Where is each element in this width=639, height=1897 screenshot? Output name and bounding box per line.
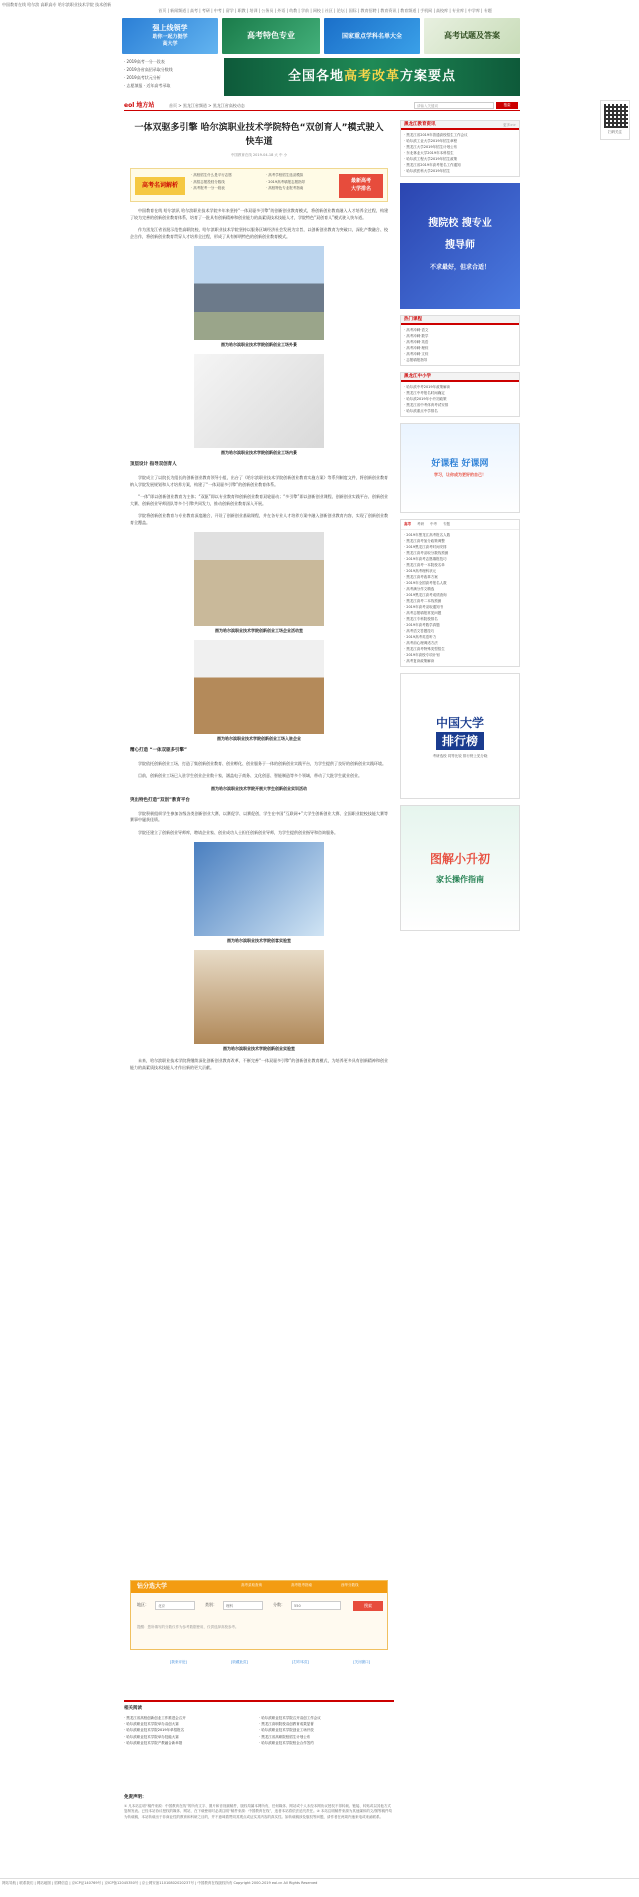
tab-news-item[interactable]: · 2019年高考志愿填报技巧 bbox=[404, 557, 447, 562]
news-more-link[interactable]: 更多>> bbox=[503, 123, 516, 127]
tab-news-item[interactable]: · 2019高考英语听力 bbox=[404, 635, 437, 640]
photo-innovation-lab bbox=[194, 950, 324, 1044]
banner-study-line2: 助你一起力挺学 bbox=[152, 33, 188, 40]
school-finder-tag[interactable]: 高考录取查询 bbox=[241, 1583, 262, 1587]
qr-code-icon bbox=[604, 104, 628, 128]
course-item[interactable]: · 高考冲刺·理综 bbox=[404, 346, 429, 350]
favorite-link[interactable]: [收藏此页] bbox=[231, 1660, 248, 1664]
qr-caption: 扫码关注 bbox=[608, 130, 622, 134]
promo-item[interactable]: · 2019高考填报志愿指导 bbox=[266, 179, 306, 184]
search-input[interactable]: 请输入关键词 bbox=[414, 102, 494, 109]
promo-item[interactable]: · 高校特色专业报考指南 bbox=[266, 185, 304, 190]
banner-key-discipline-label: 国家重点学科名单大全 bbox=[341, 32, 402, 40]
photo-caption: 图为哈尔滨职业技术学院创新创业工场企业活动室 bbox=[215, 628, 303, 633]
k12-header bbox=[401, 373, 519, 382]
news-box bbox=[400, 120, 520, 177]
promo-ranking-button[interactable] bbox=[339, 174, 383, 198]
ad-xiaoshengchu-title: 图解小升初 bbox=[429, 852, 490, 867]
related-item[interactable]: · 黑龙江省高职院校招生计划公布 bbox=[259, 1734, 311, 1739]
banner-study-line3: 高大学 bbox=[162, 41, 178, 48]
related-item[interactable]: · 哈尔滨职业技术学院召开双创工作会议 bbox=[259, 1715, 321, 1720]
tab-news-item[interactable]: · 黑龙江高考改革方案 bbox=[404, 575, 438, 580]
tab-kaoyan[interactable]: 考研 bbox=[417, 522, 424, 526]
hot-courses-list bbox=[401, 325, 519, 365]
banner-exam-answers[interactable] bbox=[424, 18, 520, 54]
reform-banner-pre: 全国各地 bbox=[287, 69, 344, 85]
type-select[interactable]: 理科 bbox=[223, 1601, 263, 1610]
breadcrumb[interactable]: 首页 > 黑龙江省频道 > 黑龙江省高校动态 bbox=[169, 103, 245, 108]
school-finder-tag[interactable]: 西华分数线 bbox=[341, 1583, 359, 1587]
ad-university-ranking[interactable] bbox=[400, 673, 520, 799]
article-paragraph: “一体”即以创新创业教育为主体；“双驱”即以专业教育和创新创业教育双轮驱动；“多引擎”即以创新创业课程、创新创业实践平台、创新创业大赛、创新创业导师团队等多个引擎共同发力，推动创新创业教育深入开展。 bbox=[130, 494, 388, 506]
article-title: 一体双驱多引擎 哈尔滨职业技术学院特色“双创育人”模式驶入快车道 bbox=[134, 123, 384, 147]
photo-caption: 图为哈尔滨职业技术学院开展大学生创新创业实训活动 bbox=[211, 785, 307, 791]
school-finder-note: 提醒：您所填写的分数仅作为参考数据使用，仅供选择高校参考。 bbox=[137, 1625, 239, 1629]
school-finder bbox=[130, 1580, 388, 1650]
type-label: 类别： bbox=[205, 1602, 217, 1607]
k12-title: 黑龙江中小学 bbox=[404, 374, 431, 379]
tab-news-item[interactable]: · 高考语文答题技巧 bbox=[404, 629, 435, 634]
section-heading: 顶层设计 指导双创育人 bbox=[130, 462, 177, 468]
related-reading bbox=[124, 1700, 394, 1746]
tab-news-item[interactable]: · 2019黑龙江高考成绩查询 bbox=[404, 593, 447, 598]
ad-good-course-sub: 学习，让你成为更好的自己！ bbox=[434, 471, 486, 477]
photo-maker-lab bbox=[194, 842, 324, 936]
tab-news-item[interactable]: · 黑龙江高考二本线预测 bbox=[404, 599, 442, 604]
related-list bbox=[124, 1716, 394, 1746]
area-label: 地区： bbox=[137, 1602, 149, 1607]
course-item[interactable]: · 高考冲刺·数学 bbox=[404, 334, 429, 338]
photo-workshop-interior bbox=[194, 354, 324, 448]
related-item[interactable]: · 哈尔滨职业技术学院创业工场开放 bbox=[259, 1728, 314, 1733]
score-label: 分数： bbox=[273, 1602, 285, 1607]
photo-caption: 图为哈尔滨职业技术学院创新创业工场内景 bbox=[221, 450, 297, 456]
tab-news-item[interactable]: · 2019年高考数学真题 bbox=[404, 623, 440, 628]
k12-item[interactable]: · 黑龙江省中考体育考试安排 bbox=[404, 403, 449, 407]
k12-item[interactable]: · 哈尔滨重点中学排名 bbox=[404, 409, 438, 413]
school-finder-search-button[interactable]: 搜索 bbox=[353, 1601, 383, 1611]
side-links bbox=[124, 58, 220, 98]
disclaimer-text: ① 凡本站注明“稿件来源：中国教育在线”的所有文字、图片和音视频稿件，版权均属本网所有，任何媒体、网站或个人未经本网协议授权不得转载、链接、转贴或以其他方式复制发表。已经本站协议授权的媒体、网站，在下载使用时必须注明“稿件来源：中国教育在线”，违者本站将依法追究责任。② 本站注明稿件来源为其他媒体的文/图等稿件均为转载稿，本站转载出于非商业性的教育和科研之目的，并不意味着赞同其观点或证实其内容的真实性。如转载稿涉及版权等问题，请作者在两周内速来电或来函联系。 bbox=[124, 1803, 393, 1819]
side-link[interactable]: · 志愿填报 · 近年高考录取 bbox=[124, 83, 171, 88]
related-item[interactable]: · 哈尔滨职业技术学院2019年单招报名 bbox=[124, 1728, 185, 1733]
news-box-header bbox=[401, 121, 519, 130]
side-link[interactable]: · 2019高考一分一段表 bbox=[124, 59, 165, 64]
tab-news-item[interactable]: · 高考前心理调适方法 bbox=[404, 641, 438, 646]
related-item[interactable]: · 黑龙江省高校创新创业工作推进会召开 bbox=[124, 1715, 186, 1720]
news-list bbox=[401, 130, 519, 176]
banner-study[interactable] bbox=[122, 18, 218, 54]
ad-xiaoshengchu[interactable] bbox=[400, 805, 520, 931]
ad-ranking-line1: 中国大学 bbox=[435, 715, 484, 730]
course-item[interactable]: · 高考冲刺·英语 bbox=[404, 340, 429, 344]
ad-xiaoshengchu-sub: 家长操作指南 bbox=[436, 875, 484, 885]
school-finder-title: 钻分选大学 bbox=[131, 1581, 387, 1593]
news-box-title: 黑龙江教育资讯 bbox=[404, 122, 436, 127]
section-heading: 精心打造 “一体双驱多引擎” bbox=[130, 748, 187, 753]
tab-news-item[interactable]: · 高考复读政策解读 bbox=[404, 659, 435, 664]
tab-news-item[interactable]: · 2019年高考录取通知书 bbox=[404, 605, 444, 610]
reform-banner-highlight: 高考改革 bbox=[343, 69, 400, 85]
photo-workshop-exterior bbox=[194, 246, 324, 340]
school-finder-form bbox=[137, 1601, 383, 1611]
promo-item[interactable]: · 高考报考一分一段表 bbox=[191, 185, 225, 190]
section-heading: 突出特色打造“双创”教育平台 bbox=[130, 797, 190, 803]
k12-item[interactable]: · 黑龙江中考报名时间确定 bbox=[404, 391, 445, 395]
ad-school-search-line3: 不求最好，但求合适！ bbox=[429, 264, 490, 271]
article-meta: 中国教育在线 2019-04-18 大 中 小 bbox=[230, 153, 288, 157]
article-paragraph: 学院依托创新创业工场，打造了集创新创业教育、创业孵化、创业服务于一体的创新创业实践平台，为学生提供了良好的创新创业实践环境。 bbox=[138, 760, 386, 766]
area-select[interactable]: 北京 bbox=[155, 1601, 195, 1610]
reform-banner-post: 方案要点 bbox=[400, 69, 457, 85]
tab-news-item[interactable]: · 2019黑龙江高考时间安排 bbox=[404, 545, 447, 550]
tab-news-item[interactable]: · 黑龙江高考特殊类型招生 bbox=[404, 647, 445, 652]
news-item[interactable]: · 黑龙江大学2019年招生计划公布 bbox=[404, 145, 458, 149]
ad-good-course-title: 好课程 好课网 bbox=[431, 459, 489, 470]
hot-courses-title: 热门课程 bbox=[404, 317, 422, 322]
article-actions bbox=[170, 1660, 370, 1672]
close-link[interactable]: [关闭窗口] bbox=[353, 1660, 370, 1664]
photo-caption: 图为哈尔滨职业技术学院创新创业实验室 bbox=[223, 1046, 295, 1051]
reform-banner[interactable] bbox=[224, 58, 520, 96]
promo-box bbox=[130, 168, 388, 202]
banner-exam-answers-label: 高考试题及答案 bbox=[444, 31, 500, 40]
tabbed-news-list bbox=[401, 530, 519, 666]
tab-news-item[interactable]: · 黑龙江专科院校排名 bbox=[404, 617, 438, 622]
school-finder-tag[interactable]: 高考报考指南 bbox=[291, 1583, 312, 1587]
tab-news-item[interactable]: · 黑龙江高考一本院校名单 bbox=[404, 563, 445, 568]
ad-ranking-sub: 考研选校 同等比较 排行榜上见分晓 bbox=[432, 753, 488, 758]
tab-news-item[interactable]: · 2019年全国高考报名人数 bbox=[404, 581, 447, 586]
news-item[interactable]: · 哈尔滨工业大学2019年招生章程 bbox=[404, 139, 458, 143]
course-item[interactable]: · 志愿填报指导 bbox=[404, 358, 428, 362]
tab-news-item[interactable]: · 黑龙江高考录取分数线预测 bbox=[404, 551, 449, 556]
news-item[interactable]: · 东北林业大学2019年本科招生 bbox=[404, 151, 454, 155]
photo-caption: 图为哈尔滨职业技术学院创客实验室 bbox=[227, 938, 291, 943]
site-logo[interactable]: eol 地方站 bbox=[124, 102, 155, 109]
tab-news-item[interactable]: · 2019年黑龙江高考报名人数 bbox=[404, 533, 451, 538]
tab-news-item[interactable]: · 高考志愿填报常见问题 bbox=[404, 611, 442, 616]
article-paragraph: 学院还建立了创新创业导师库，聘请企业家、创业成功人士担任创新创业导师，为学生提供创业指导和咨询服务。 bbox=[138, 829, 338, 835]
banner-special-major[interactable] bbox=[222, 18, 320, 54]
disclaimer-title: 免责声明： bbox=[124, 1795, 147, 1800]
k12-list bbox=[401, 382, 519, 416]
course-item[interactable]: · 高考冲刺·文综 bbox=[404, 352, 429, 356]
related-item[interactable]: · 哈尔滨职业技术学院举办双创大赛 bbox=[124, 1722, 179, 1726]
related-item[interactable]: · 哈尔滨职业技术学院产教融合新举措 bbox=[124, 1740, 183, 1745]
news-item[interactable]: · 黑龙江省2019年高考报名工作通知 bbox=[404, 163, 461, 167]
ad-ranking-line2: 排行榜 bbox=[436, 732, 484, 750]
ad-school-search-line2: 搜导师 bbox=[445, 240, 475, 251]
side-link[interactable]: · 2019高考状元分析 bbox=[124, 75, 161, 80]
hot-courses-header bbox=[401, 316, 519, 325]
top-nav[interactable]: 首页 | 新闻频道 | 高考 | 考研 | 中考 | 留学 | 职教 | 培训 | 公务员 | 外语 | 幼教 | 学前 | 网校 | 社区 | 论坛 | 国际 | 教育招聘 | 教育资讯 | 教育频道 | 手机网 | 高校库 | 专业库 | 中学库 | 专题 bbox=[158, 8, 492, 13]
article-paragraph: 目前，创新创业工场已入驻学生创业企业数十家，涵盖电子商务、文化创意、智能制造等多个领域，带动了大批学生就业创业。 bbox=[138, 773, 362, 779]
article-paragraph: 学院将创新创业教育与专业教育深度融合，开设了创新创业基础课程，并在各专业人才培养方案中融入创新创业教育内容，实现了创新创业教育全覆盖。 bbox=[130, 513, 388, 525]
side-link[interactable]: · 2019各省高招录取分数线 bbox=[124, 67, 173, 72]
ad-good-course[interactable] bbox=[400, 423, 520, 513]
banner-special-major-label: 高考特色专业 bbox=[247, 31, 295, 40]
related-item[interactable]: · 黑龙江高职院校双创教育成果显著 bbox=[259, 1722, 314, 1726]
article-paragraph: 学院成立了以院长为组长的创新创业教育领导小组，出台了《哈尔滨职业技术学院创新创业教育实施方案》等系列制度文件，将创新创业教育纳入学院发展规划和人才培养方案，构建了“一体双驱多引擎”的创新创业教育体系。 bbox=[130, 475, 388, 487]
k12-item[interactable]: · 哈尔滨2019年小升初政策 bbox=[404, 397, 447, 401]
photo-resident-company bbox=[194, 640, 324, 734]
article-paragraph: 中国教育在线 哈尔滨讯 哈尔滨职业技术学院多年来坚持“一体双驱多引擎”的创新创业教育模式，将创新创业教育融入人才培养全过程，构建了较为完善的创新创业教育体系，培育了一批具有创新精神和创业能力的高素质技术技能人才，学院特色“双创育人”模式驶入快车道。 bbox=[130, 208, 388, 220]
logo-bar bbox=[124, 101, 520, 111]
related-item[interactable]: · 哈尔滨职业技术学院校企合作签约 bbox=[259, 1740, 314, 1745]
right-column bbox=[400, 120, 520, 937]
tab-zhongkao[interactable]: 中考 bbox=[430, 522, 437, 526]
print-link[interactable]: [打印本页] bbox=[292, 1660, 309, 1664]
tab-news-item[interactable]: · 2019年高校专项计划 bbox=[404, 653, 440, 658]
news-item[interactable]: · 黑龙江省2019年普通高校招生工作会议 bbox=[404, 133, 468, 137]
promo-item[interactable]: · 高招志愿投档分数线 bbox=[191, 179, 225, 184]
photo-caption: 图为哈尔滨职业技术学院创新创业工场入驻企业 bbox=[217, 736, 301, 741]
qr-code-widget[interactable] bbox=[600, 100, 630, 140]
tab-gaokao[interactable]: 高考 bbox=[404, 522, 411, 526]
banner-row bbox=[122, 18, 520, 56]
ad-school-search[interactable] bbox=[400, 183, 520, 309]
score-input[interactable]: 550 bbox=[291, 1601, 341, 1610]
tab-topics[interactable]: 专题 bbox=[443, 522, 450, 526]
footer[interactable]: 网站导航 | 联系我们 | 网站地图 | 招聘信息 | 京ICP证140769号 | 京ICP备12045350号 | 京公网安备11010802020237号 | 中国教育在线版权所有 Copyright 2000-2019 eol.cn All Rights Reserved bbox=[0, 1878, 639, 1897]
k12-box bbox=[400, 372, 520, 417]
article-paragraph: 未来，哈尔滨职业技术学院将继续深化创新创业教育改革，不断完善“一体双驱多引擎”的创新创业教育模式，为培养更多具有创新精神和创业能力的高素质技术技能人才作出新的更大贡献。 bbox=[130, 1058, 388, 1070]
article-paragraph: 学院积极组织学生参加各级各类创新创业大赛，以赛促学、以赛促创，学生在中国“互联网+”大学生创新创业大赛、全国职业院校技能大赛等赛事中屡获佳绩。 bbox=[130, 810, 388, 822]
banner-key-discipline[interactable] bbox=[324, 18, 420, 54]
k12-item[interactable]: · 哈尔滨中考2019年政策解读 bbox=[404, 385, 451, 389]
promo-terms-button[interactable]: 高考名词解析 bbox=[135, 177, 185, 195]
tab-news-item[interactable]: · 高考满分作文精选 bbox=[404, 587, 435, 592]
article-main bbox=[124, 115, 394, 1077]
photo-activity-room bbox=[194, 532, 324, 626]
promo-item[interactable]: · 高校招生什么是平行志愿 bbox=[191, 173, 232, 178]
tab-news-item[interactable]: · 黑龙江高考加分政策调整 bbox=[404, 539, 445, 544]
promo-ranking-line2: 大学排名 bbox=[350, 186, 371, 193]
news-tabs bbox=[401, 520, 519, 530]
tab-news-item[interactable]: · 2019高考理科状元 bbox=[404, 569, 437, 574]
promo-ranking-line1: 最新高考 bbox=[350, 178, 371, 185]
hot-courses-box bbox=[400, 315, 520, 366]
search-button[interactable]: 搜索 bbox=[496, 102, 518, 109]
top-bar: 中国教育在线 哈尔滨 高职高专 哈尔滨职业技术学院 技术创新 bbox=[2, 2, 112, 7]
promo-list bbox=[191, 173, 341, 191]
photo-caption: 图为哈尔滨职业技术学院创新创业工场外景 bbox=[221, 342, 297, 348]
banner-study-line1: 强上线领学 bbox=[152, 24, 188, 33]
article-paragraph: 作为黑龙江省首批示范性高职院校，哈尔滨职业技术学院坚持以服务区域经济社会发展为宗旨，以创新创业教育为突破口，深化产教融合、校企合作，将创新创业教育贯穿人才培养全过程，形成了具有鲜明特色的创新创业教育模式。 bbox=[130, 227, 388, 239]
ad-school-search-line1: 搜院校 搜专业 bbox=[428, 218, 492, 229]
related-title: 相关阅读 bbox=[124, 1706, 142, 1711]
comment-link[interactable]: [我来评论] bbox=[170, 1660, 187, 1664]
news-item[interactable]: · 哈尔滨工程大学2019年招生政策 bbox=[404, 157, 458, 161]
tabbed-news-box bbox=[400, 519, 520, 667]
course-item[interactable]: · 高考冲刺·语文 bbox=[404, 328, 429, 332]
promo-item[interactable]: · 高考学校招生选录模拟 bbox=[266, 173, 304, 178]
disclaimer bbox=[124, 1795, 394, 1820]
news-item[interactable]: · 哈尔滨医科大学2019年招生 bbox=[404, 169, 451, 173]
related-item[interactable]: · 哈尔滨职业技术学院举办技能大赛 bbox=[124, 1734, 179, 1739]
